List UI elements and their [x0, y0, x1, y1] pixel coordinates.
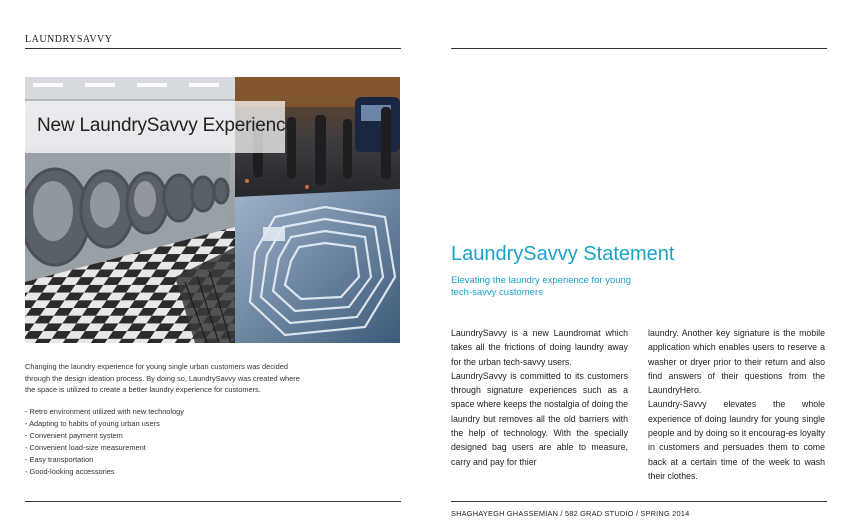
- footer-rule-left: [25, 501, 401, 502]
- intro-line: through the design ideation process. By doing so, LaundrySavvy was created where: [25, 373, 300, 383]
- body-paragraph: LaundrySavvy is committed to its customers through signature experiences such as a space where keeps the nostalgia of doing the laundry but removes all the old barriers with the help of technology. With the specially designed bag users are able to measure, carry and pay for thier: [451, 370, 628, 467]
- list-item: - Adapting to habits of young urban users: [25, 418, 405, 430]
- body-column-2: [648, 326, 825, 483]
- statement-title: LaundrySavvy Statement: [451, 243, 675, 265]
- header-rule-left: [25, 48, 401, 49]
- footer-rule-right: [451, 501, 827, 502]
- running-header: LAUNDRYSAVVY: [25, 34, 113, 45]
- intro-line: Changing the laundry experience for young single urban customers was decided: [25, 362, 288, 371]
- statement-subtitle: Elevating the laundry experience for young tech-savvy customers: [451, 275, 632, 298]
- list-item: - Convenient load-size measurement: [25, 442, 405, 454]
- body-paragraph: Laundry-Savvy elevates the whole experience of doing laundry for young single people and by doing so it encourag-es loyalty in customers and persuades them to come back at a certain time of the week to wash their clothes.: [648, 399, 825, 481]
- photo-title: New LaundrySavvy Experience: [37, 115, 296, 136]
- header-rule-right: [451, 48, 827, 49]
- list-item: - Convenient payment system: [25, 430, 405, 442]
- intro-line: the space is utilized to create a better laundry experience for customers.: [25, 385, 261, 395]
- list-item: - Retro environment utilized with new technology: [25, 406, 405, 418]
- hero-photo: [25, 77, 400, 343]
- list-item: - Good-looking accessories: [25, 466, 405, 478]
- body-paragraph: laundry. Another key signature is the mobile application which enables users to reserve a washer or dryer prior to their return and also find answers of their questions from the LaundryHero.: [648, 328, 825, 396]
- body-column-1: [451, 326, 628, 469]
- page-footer: SHAGHAYEGH GHASSEMIAN / 582 GRAD STUDIO / SPRING 2014: [451, 509, 690, 518]
- intro-paragraph: [25, 361, 405, 396]
- body-paragraph: LaundrySavvy is a new Laundromat which takes all the frictions of doing laundry away for the urban tech-savvy users.: [451, 328, 628, 367]
- feature-list: [25, 406, 405, 479]
- list-item: - Easy transportation: [25, 454, 405, 466]
